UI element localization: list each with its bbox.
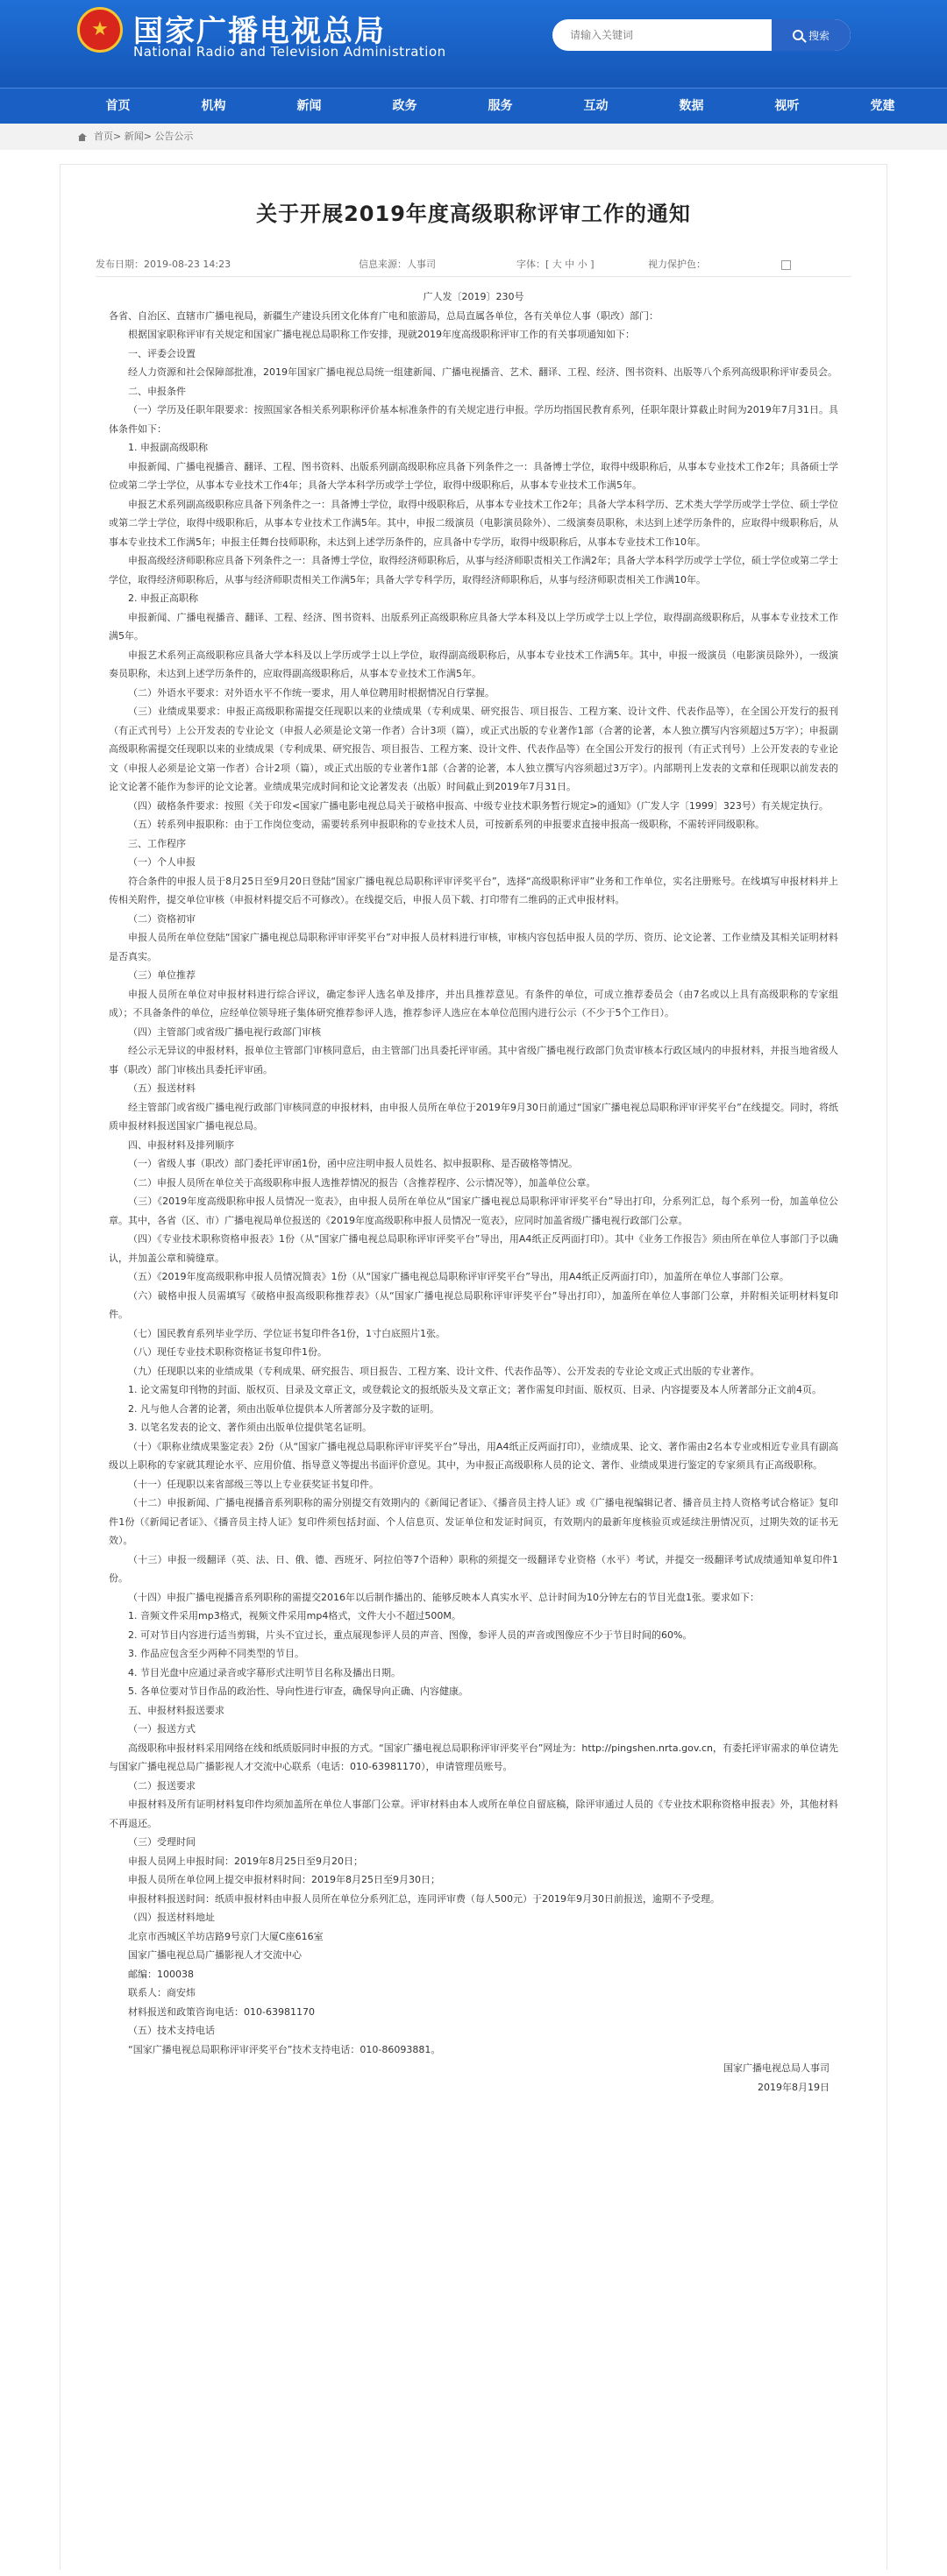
paragraph: （三）受理时间 [128, 1836, 196, 1848]
paragraph: 申报艺术系列正高级职称应具备大学本科及以上学历或学士以上学位，取得副高级职称后，从事本专业技术工作满5年。其中，申报一级演员（电影演员除外），一级演奏员职称，未达到上述学历条件的，应取得副高级职称后，从事本专业技术工作满5年。 [109, 649, 838, 679]
site-subtitle: National Radio and Television Administration [133, 44, 446, 60]
home-icon [77, 133, 87, 141]
document-number: 广人发〔2019〕230号 [423, 291, 524, 302]
paragraph: （十四）申报广播电视播音系列职称的需提交2016年以后制作播出的、能够反映本人真实水平、总计时间为10分钟左右的节目光盘1张。要求如下： [128, 1591, 759, 1603]
paragraph: 申报材料报送时间：纸质申报材料由申报人员所在单位分系列汇总，连同评审费（每人500元）于2019年9月30日前报送，逾期不予受理。 [128, 1892, 720, 1905]
paragraph: （四）主管部门或省级广播电视行政部门审核 [128, 1025, 321, 1038]
paragraph: （十一）任现职以来省部级三等以上专业获奖证书复印件。 [128, 1478, 379, 1490]
article-paragraphs [109, 307, 838, 2060]
paragraph: 五、申报材料报送要求 [128, 1704, 224, 1716]
paragraph: 3. 作品应包含至少两种不同类型的节目。 [128, 1648, 304, 1659]
paragraph: 申报人员所在单位对申报材料进行综合评议，确定参评人选名单及排序，并出具推荐意见。有条件的单位，可成立推荐委员会（由7名或以上具有高级职称的专家组成）；不具备条件的单位，应经单位领导班子集体研究推荐参评人选，推荐参评人选应在本单位范围内进行公示（不少于5个工作日）。 [109, 988, 838, 1018]
nav-item-interact[interactable]: 互动 [583, 99, 609, 113]
paragraph: （一）个人申报 [128, 856, 196, 868]
national-emblem-icon[interactable]: ★ [77, 7, 123, 53]
paragraph: 经人力资源和社会保障部批准，2019年国家广播电视总局统一组建新闻、广播电视播音、艺术、翻译、工程、经济、图书资料、出版等八个系列高级职称评审委员会。 [128, 366, 837, 378]
breadcrumb-text[interactable]: 首页> 新闻> 公告公示 [94, 131, 194, 142]
site-header [0, 0, 947, 88]
paragraph: 申报材料及所有证明材料复印件均须加盖所在单位人事部门公章。评审材料由本人或所在单位自留底稿，除评审通过人员的《专业技术职称资格申报表》外，其他材料不再退还。 [109, 1799, 838, 1829]
paragraph: 四、申报材料及排列顺序 [128, 1139, 234, 1151]
paragraph: （十二）申报新闻、广播电视播音系列职称的需分别提交有效期内的《新闻记者证》、《播音员主持人证》或《广播电视编辑记者、播音员主持人资格考试合格证》复印件1份（《新闻记者证》、《播音员主持人证》复印件须包括封面、个人信息页、发证单位和发证时间页，有效期内的最新年度核验页或延续注册情况页，过期失效的证书无效）。 [109, 1497, 838, 1546]
paragraph: 北京市西城区羊坊店路9号京门大厦C座616室 [128, 1930, 324, 1942]
nav-item-home[interactable]: 首页 [105, 99, 131, 113]
search-input[interactable] [552, 19, 772, 51]
publish-date: 发布日期：2019-08-23 14:23 [96, 259, 231, 270]
paragraph: （十）《职称业绩成果鉴定表》2份（从“国家广播电视总局职称评审评奖平台”导出，用A4纸正反两面打印），业绩成果、论文、著作需由2名本专业或相近专业具有副高级以上职称的专家就其理论水平、应用价值、指导意义等提出书面评价意见。其中，为申报正高级职称人员的论文、著作、业绩成果进行鉴定的专家须具有正高级职称。 [109, 1440, 838, 1471]
paragraph: 国家广播电视总局广播影视人才交流中心 [128, 1949, 302, 1961]
paragraph: 1. 音频文件采用mp3格式，视频文件采用mp4格式，文件大小不超过500M。 [128, 1610, 461, 1622]
paragraph: （五）转系列申报职称：由于工作岗位变动，需要转系列申报职称的专业技术人员，可按新系列的申报要求直接申报高一级职称，不需转评同级职称。 [128, 819, 765, 830]
paragraph: （七）国民教育系列毕业学历、学位证书复印件各1份，1寸白底照片1张。 [128, 1327, 445, 1339]
paragraph: 申报高级经济师职称应具备下列条件之一：具备博士学位，取得经济师职称后，从事与经济师职责相关工作满2年；具备大学本科学历或学士学位，硕士学位或第二学士学位，取得经济师职称后，从事与经济师职责相关工作满5年；具备大学专科学历，取得经济师职称后，从事与经济师职责相关工作满10年。 [109, 555, 838, 585]
paragraph: 2. 可对节目内容进行适当剪辑，片头不宜过长，重点展现参评人员的声音、图像，参评人员的声音或图像应不少于节目时间的60%。 [128, 1629, 693, 1641]
main-nav [0, 88, 947, 124]
paragraph: 联系人：商安炜 [128, 1987, 196, 1998]
paragraph: （五）报送材料 [128, 1082, 196, 1094]
article [60, 164, 887, 2570]
paragraph: （四）破格条件要求：按照《关于印发<国家广播电影电视总局关于破格申报高、中级专业技术职务暂行规定>的通知》（广发人字〔1999〕323号）有关规定执行。 [128, 799, 829, 812]
paragraph: （二）资格初审 [128, 912, 196, 925]
paragraph: （三）《2019年度高级职称申报人员情况一览表》，由申报人员所在单位从“国家广播电视总局职称评审评奖平台”导出打印，分系列汇总，每个系列一份，加盖单位公章。其中，各省（区、市）广播电视局单位报送的《2019年度高级职称申报人员情况一览表》，应同时加盖省级广播电视行政部门公章。 [109, 1196, 838, 1226]
paragraph: 经公示无异议的申报材料，报单位主管部门审核同意后，由主管部门出具委托评审函。其中省级广播电视行政部门负责审核本行政区域内的申报材料，并报当地省级人事（职改）部门审核出具委托评审函。 [109, 1045, 838, 1075]
paragraph: 1. 论文需复印刊物的封面、版权页、目录及文章正文，或登载论文的报纸版头及文章正文；著作需复印封面、版权页、目录、内容提要及本人所著部分正文前4页。 [128, 1384, 822, 1395]
paragraph: （三）单位推荐 [128, 969, 196, 981]
paragraph: （四）报送材料地址 [128, 1912, 215, 1923]
paragraph: 三、工作程序 [128, 837, 186, 849]
paragraph: 3. 以笔名发表的论文、著作须由出版单位提供笔名证明。 [128, 1422, 372, 1433]
paragraph: “国家广播电视总局职称评审评奖平台”技术支持电话：010-86093881。 [128, 2043, 441, 2055]
signature: 国家广播电视总局人事司 [723, 2062, 830, 2074]
signature-date: 2019年8月19日 [758, 2081, 830, 2093]
paragraph: 申报人员所在单位网上提交申报材料时间：2019年8月25日至9月30日； [128, 1874, 440, 1885]
paragraph: 根据国家职称评审有关规定和国家广播电视总局职称工作安排，现就2019年度高级职称评审工作的有关事项通知如下： [128, 329, 635, 340]
paragraph: 高级职称申报材料采用网络在线和纸质版同时申报的方式。“国家广播电视总局职称评审评奖平台”网址为：http://pingshen.nrta.gov.cn，有委托评审需求的单位请先与国家广播电视总局广播影视人才交流中心联系（电话：010-63981170），申请管理员账号。 [109, 1742, 838, 1772]
info-source: 信息来源：人事司 [359, 259, 436, 270]
paragraph: 经主管部门或省级广播电视行政部门审核同意的申报材料，由申报人员所在单位于2019年9月30日前通过“国家广播电视总局职称评审评奖平台”在线提交。同时，将纸质申报材料报送国家广播电视总局。 [109, 1101, 838, 1132]
color-swatch[interactable] [781, 260, 791, 270]
nav-item-news[interactable]: 新闻 [296, 99, 322, 113]
paragraph: 2. 申报正高职称 [128, 593, 198, 604]
page-title: 关于开展2019年度高级职称评审工作的通知 [256, 202, 691, 226]
paragraph: （二）报送要求 [128, 1779, 196, 1792]
paragraph: （五）《2019年度高级职称申报人员情况简表》1份（从“国家广播电视总局职称评审评奖平台”导出，用A4纸正反两面打印），加盖所在单位人事部门公章。 [128, 1271, 789, 1282]
paragraph: 申报人员网上申报时间：2019年8月25日至9月20日； [128, 1855, 363, 1867]
site-title[interactable]: 国家广播电视总局 [133, 14, 386, 49]
search-icon [793, 30, 803, 40]
font-size-control[interactable]: 字体：[ 大 中 小 ] [516, 259, 595, 270]
nav-item-org[interactable]: 机构 [201, 99, 226, 113]
breadcrumb [0, 124, 947, 150]
paragraph: （八）现任专业技术职称资格证书复印件1份。 [128, 1346, 327, 1358]
nav-item-party[interactable]: 党建 [870, 99, 895, 113]
paragraph: （三）业绩成果要求：申报正高级职称需提交任现职以来的业绩成果（专利成果、研究报告、项目报告、工程方案、设计文件、代表作品等），在全国公开发行的报刊（有正式刊号）上公开发表的专业论文（申报人必须是论文第一作者）合计3项（篇），或正式出版的专业著作1部（合著的论著，本人独立撰写内容须超过5万字）；申报副高级职称需提交任现职以来的业绩成果（专利成果、研究报告、项目报告、工程方案、设计文件、代表作品等）在全国公开发行的报刊（有正式刊号）上公开发表的专业论文（申报人必须是论文第一作者）合计2项（篇），或正式出版的专业著作1部（合著的论著，本人独立撰写内容须超过3万字）。内部期刊上发表的文章和任现职以前发表的论文论著不能作为参评的论文论著。业绩成果完成时间和论文论著发表（出版）时间截止到2019年7月31日。 [109, 706, 838, 792]
paragraph: （六）破格申报人员需填写《破格申报高级职称推荐表》（从“国家广播电视总局职称评审评奖平台”导出打印），加盖所在单位人事部门公章，并附相关证明材料复印件。 [109, 1289, 838, 1320]
paragraph: （一）学历及任职年限要求：按照国家各相关系列职称评价基本标准条件的有关规定进行申报。学历均指国民教育系列，任职年限计算截止时间为2019年7月31日。具体条件如下： [109, 404, 838, 435]
paragraph: 符合条件的申报人员于8月25日至9月20日登陆“国家广播电视总局职称评审评奖平台”，选择“高级职称评审”业务和工作单位，实名注册账号。在线填写申报材料并上传相关附件，提交单位审核（申报材料提交后不可修改）。在线提交后，申报人员下载、打印带有二维码的正式申报材料。 [109, 875, 838, 905]
search-button[interactable] [772, 19, 851, 51]
paragraph: （一）报送方式 [128, 1723, 196, 1735]
paragraph: 材料报送和政策咨询电话：010-63981170 [128, 2005, 315, 2018]
paragraph: （一）省级人事（职改）部门委托评审函1份，函中应注明申报人员姓名、拟申报职称、是否破格等情况。 [128, 1158, 578, 1169]
search-button-label: 搜索 [808, 29, 830, 42]
paragraph: （二）申报人员所在单位关于高级职称申报人选推荐情况的报告（含推荐程序、公示情况等），加盖单位公章。 [128, 1176, 596, 1189]
paragraph: 1. 申报副高级职称 [128, 442, 208, 453]
paragraph: （四）《专业技术职称资格申报表》1份（从“国家广播电视总局职称评审评奖平台”导出，用A4纸正反两面打印）。其中《业务工作报告》须由所在单位人事部门予以确认，并加盖公章和骑缝章。 [109, 1233, 838, 1264]
article-body [109, 287, 838, 2097]
nav-item-service[interactable]: 服务 [488, 99, 513, 113]
paragraph: 申报艺术系列副高级职称应具备下列条件之一：具备博士学位，取得中级职称后，从事本专业技术工作2年；具备大学本科学历、艺术类大学学历或学士学位、硕士学位或第二学士学位，取得中级职称后，从事本专业技术工作满5年。其中，申报二级演员（电影演员除外）、二级演奏员职称，未达到上述学历条件的，应取得中级职称后，从事本专业技术工作满5年；申报主任舞台技师职称，未达到上述学历条件的，应具备中专学历，取得中级职称后，从事本专业技术工作10年。 [109, 498, 838, 548]
paragraph: （二）外语水平要求：对外语水平不作统一要求，用人单位聘用时根据情况自行掌握。 [128, 686, 495, 699]
paragraph: 申报新闻、广播电视播音、翻译、工程、经济、图书资料、出版系列正高级职称应具备大学本科及以上学历或学士以上学位，取得副高级职称后，从事本专业技术工作满5年。 [109, 611, 838, 642]
paragraph: 邮编：100038 [128, 1968, 194, 1980]
paragraph: 一、评委会设置 [128, 347, 196, 359]
paragraph: 各省、自治区、直辖市广播电视局，新疆生产建设兵团文化体育广电和旅游局，总局直属各单位，各有关单位人事（职改）部门： [109, 309, 659, 322]
paragraph: 二、申报条件 [128, 385, 186, 397]
nav-item-data[interactable]: 数据 [679, 99, 704, 113]
paragraph: 申报新闻、广播电视播音、翻译、工程、图书资料、出版系列副高级职称应具备下列条件之一：具备博士学位，取得中级职称后，从事本专业技术工作2年；具备硕士学位或第二学士学位，从事本专业技术工作4年；具备大学本科学历或学士学位，取得中级职称后，从事本专业技术工作满5年。 [109, 460, 838, 491]
paragraph: 4. 节目光盘中应通过录音或字幕形式注明节目名称及播出日期。 [128, 1666, 401, 1678]
article-meta [96, 253, 851, 277]
vision-color-label: 视力保护色： [648, 259, 706, 270]
paragraph: 2. 凡与他人合著的论著，须由出版单位提供本人所著部分及字数的证明。 [128, 1402, 439, 1415]
nav-item-media[interactable]: 视听 [774, 99, 800, 113]
paragraph: （五）技术支持电话 [128, 2025, 215, 2036]
search-bar [552, 19, 851, 51]
paragraph: 申报人员所在单位登陆“国家广播电视总局职称评审评奖平台”对申报人员材料进行审核，审核内容包括申报人员的学历、资历、论文论著、工作业绩及其相关证明材料是否真实。 [109, 932, 838, 962]
paragraph: （十三）申报一级翻译（英、法、日、俄、德、西班牙、阿拉伯等7个语种）职称的须提交一级翻译专业资格（水平）考试，并提交一级翻译考试成绩通知单复印件1份。 [109, 1553, 838, 1584]
nav-item-affairs[interactable]: 政务 [392, 99, 417, 113]
paragraph: （九）任现职以来的业绩成果（专利成果、研究报告、项目报告、工程方案、设计文件、代表作品等）、公开发表的专业论文或正式出版的专业著作。 [128, 1365, 760, 1377]
paragraph: 5. 各单位要对节目作品的政治性、导向性进行审查，确保导向正确、内容健康。 [128, 1685, 468, 1697]
